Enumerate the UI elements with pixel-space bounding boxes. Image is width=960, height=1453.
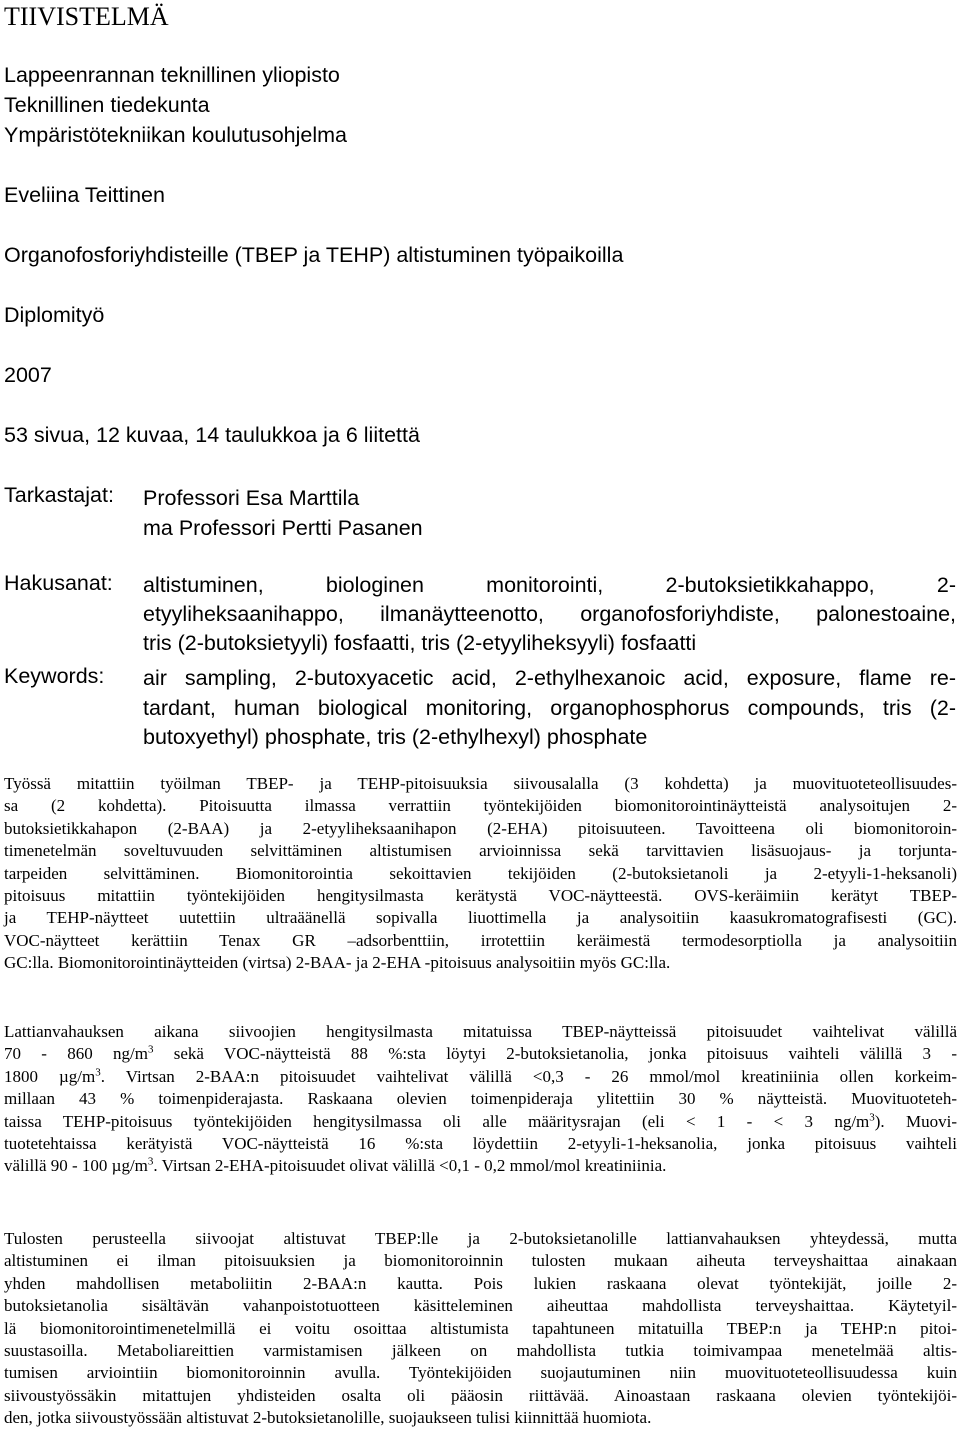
thesis-title: Organofosforiyhdisteille (TBEP ja TEHP) altistuminen työpaikoilla [4, 243, 624, 267]
p1-line: pitoisuus mitattiin työntekijöiden hengitysilmasta kerätystä VOC-näytteestä. OVS-keräimiin kerätyt TBEP- [4, 885, 957, 905]
hakusanat-line-2: etyyliheksaanihappo, ilmanäytteenotto, organofosforiyhdiste, palonestoaine, [143, 602, 956, 626]
p3-line: tumisen arviointiin biomonitoroinnin avulla. Työntekijöiden suojautuminen niin muovituoteteollisuudessa kuin [4, 1363, 957, 1383]
p3-line: butoksietanolia sisältävän vahanpoistotuotteen käsitteleminen aiheuttaa mahdollista terveyshaittaa. Käytetyil- [4, 1296, 957, 1316]
p2-line: 1800 $\mu g/m^3$. Virtsan 2-BAA:n pitoisuudet vaihtelivat välillä <0,3 - 26 mmol/mol kreatiniinia ollen korkeim- [4, 1066, 957, 1086]
program-name: Ympäristötekniikan koulutusohjelma [4, 123, 347, 147]
p3-line: yhden mahdollisen metaboliitin 2-BAA:n kautta. Pois lukien raskaana olevat työntekijät, joille 2- [4, 1273, 957, 1293]
abstract-paragraph-3 [4, 1228, 957, 1430]
examiners-list [143, 483, 956, 543]
abstract-paragraph-1 [4, 773, 957, 975]
p3-line: Tulosten perusteella siivoojat altistuvat TBEP:lle ja 2-butoksietanolille lattianvahauksen yhteydessä, mutta [4, 1229, 957, 1248]
page-heading: TIIVISTELMÄ [4, 2, 169, 31]
keywords-line-2: tardant, human biological monitoring, organophosphorus compounds, tris (2- [143, 695, 956, 720]
keywords-line-1: air sampling, 2-butoxyacetic acid, 2-ethylhexanoic acid, exposure, flame re- [143, 666, 956, 690]
author-name: Eveliina Teittinen [4, 183, 165, 207]
p3-line: siivoustyössäkin mitattujen yhdisteiden osalta oli pääosin riittävää. Ainoastaan raskaana olevien työntekijöi- [4, 1385, 957, 1405]
hakusanat-line-1: altistuminen, biologinen monitorointi, 2-butoksietikkahappo, 2- [143, 573, 956, 597]
p3-line: den, jotka siivoustyössään altistuvat 2-butoksietanolille, suojaukseen tulisi kiinnittää huomiota. [4, 1408, 652, 1428]
examiner-2: ma Professori Pertti Pasanen [143, 516, 423, 540]
p3-line: altistuminen ei ilman pitoisuuksien ja biomonitoroinnin tulosten mukaan aiheuta terveyshaittaa ainakaan [4, 1251, 957, 1271]
p2-line: välillä 90 - 100 $\mu g/m^3$. Virtsan 2-EHA-pitoisuudet olivat välillä <0,1 - 0,2 mmol/mol kreatiniinia. [4, 1155, 667, 1176]
p2-line: taissa TEHP-pitoisuus työntekijöiden hengitysilmassa oli alle määritysrajan (eli < 1 - < 3 $ng/m^3$). Muovi- [4, 1110, 957, 1131]
faculty-name: Teknillinen tiedekunta [4, 93, 210, 117]
p3-line: suustasoilla. Metaboliareittien varmistamisen jälkeen on mahdollista tutkia toimivampaa menetelmää altis- [4, 1340, 957, 1360]
p2-line: tuotetehtaissa kerätyistä VOC-näytteistä 16 %:sta löydettiin 2-etyyli-1-heksanolia, jonka pitoisuus vaihteli [4, 1133, 957, 1153]
keywords-label: Keywords: [4, 664, 105, 688]
examiner-1: Professori Esa Marttila [143, 486, 360, 510]
p1-line: timenetelmän soveltuvuuden selvittäminen altistumisen arvioinnissa sekä tarvittavien lisäsuojaus- ja torjunta- [4, 841, 957, 861]
p1-line: sa (2 kohdetta). Pitoisuutta ilmassa verrattiin työntekijöiden biomonitorointinäytteistä analysoitujen 2- [4, 796, 957, 816]
hakusanat-line-3: tris (2-butoksietyyli) fosfaatti, tris (2-etyyliheksyyli) fosfaatti [143, 631, 697, 655]
hakusanat-label: Hakusanat: [4, 571, 113, 595]
page-count: 53 sivua, 12 kuvaa, 14 taulukkoa ja 6 liitettä [4, 423, 420, 447]
hakusanat-list [143, 571, 956, 658]
p1-line: butoksietikkahapon (2-BAA) ja 2-etyyliheksaanihapon (2-EHA) pitoisuuteen. Tavoitteena oli biomonitoroin- [4, 818, 957, 838]
p3-line: lä biomonitorointimenetelmillä ei voitu osoittaa altistumista tapahtuneen mitatuilla TBEP:n ja TEHP:n pitoi- [4, 1318, 957, 1338]
p2-line: Lattianvahauksen aikana siivoojien hengitysilmasta mitatuissa TBEP-näytteissä pitoisuudet vaihtelivat välillä [4, 1022, 957, 1041]
p1-line: tarpeiden selvittäminen. Biomonitorointia sekoittavien tekijöiden (2-butoksietanoli ja 2-etyyli-1-heksanoli) [4, 863, 957, 883]
p2-line: 70 - 860 $ng/m^3$ sekä VOC-näytteistä 88 %:sta löytyi 2-butoksietanolia, jonka pitoisuus vaihteli välillä 3 - [4, 1043, 957, 1064]
p1-line: GC:lla. Biomonitorointinäytteiden (virtsa) 2-BAA- ja 2-EHA -pitoisuus analysoitiin myös GC:lla. [4, 953, 671, 973]
university-name: Lappeenrannan teknillinen yliopisto [4, 63, 340, 87]
p1-line: Työssä mitattiin työilman TBEP- ja TEHP-pitoisuuksia siivousalalla (3 kohdetta) ja muovituoteteollisuudes- [4, 774, 957, 793]
p1-line: VOC-näytteet kerättiin Tenax GR –adsorbenttiin, irrotettiin keräimestä termodesorptiolla ja analysoitiin [4, 930, 957, 950]
p2-line: millaan 43 % toimenpiderajasta. Raskaana olevien toimenpideraja ylitettiin 30 % näytteistä. Muovituoteteh- [4, 1089, 957, 1109]
examiners-label: Tarkastajat: [4, 483, 114, 507]
abstract-paragraph-2 [4, 1021, 957, 1178]
p1-line: ja TEHP-näytteet uutettiin ultraäänellä sopivalla liuottimella ja analysoitiin kaasukromatografisesti (GC). [4, 908, 957, 928]
thesis-type: Diplomityö [4, 303, 105, 327]
thesis-year: 2007 [4, 363, 52, 387]
keywords-list [143, 664, 956, 753]
keywords-line-3: butoxyethyl) phosphate, tris (2-ethylhexyl) phosphate [143, 725, 648, 749]
